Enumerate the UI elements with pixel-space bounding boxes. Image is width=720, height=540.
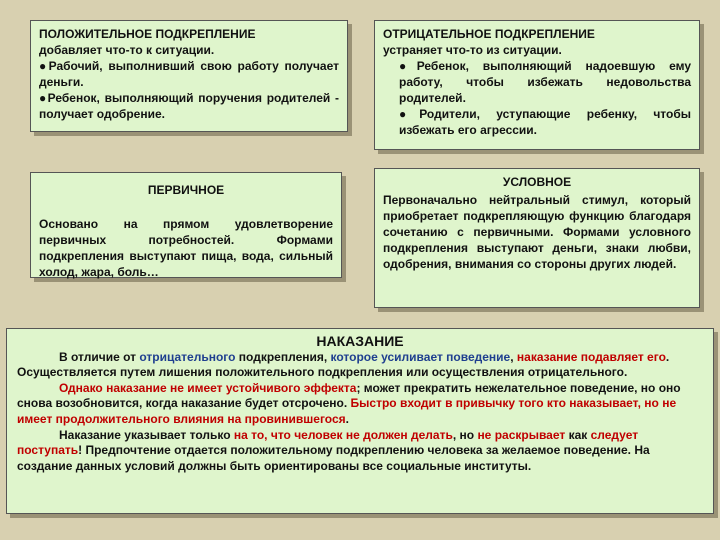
punishment-paragraph-2 (17, 381, 703, 428)
p3-should-act-term: следует поступать (17, 427, 639, 458)
p1-suppresses-term: наказание подавляет его (516, 349, 666, 364)
p1-text: подкрепления, (235, 349, 331, 364)
positive-example-2: ●Ребенок, выполняющий поручения родителей - получает одобрение. (39, 91, 339, 121)
positive-reinforcement-box (30, 20, 348, 132)
p2-text: ; может прекратить нежелательное поведение, но оно снова возобновится, когда наказание будет отсрочено. (17, 380, 681, 411)
negative-title: ОТРИЦАТЕЛЬНОЕ ПОДКРЕПЛЕНИЕ (383, 27, 595, 41)
punishment-box (6, 328, 714, 514)
p3-text: Наказание указывает только (59, 427, 234, 442)
p3-text: ! Предпочтение отдается положительному подкреплению человека за желаемое поведение. На создание данных условий должны быть ориентированы все социальные институты. (17, 443, 650, 473)
p3-text: , но (452, 427, 478, 442)
conditional-title: УСЛОВНОЕ (502, 175, 572, 189)
conditional-text: Первоначально нейтральный стимул, который приобретает подкрепляющую функцию благодаря сочетанию с первичными. Формами условного подкрепления выступают деньги, знаки любви, одобрения, внимания со стороны других людей. (383, 193, 691, 271)
primary-title: ПЕРВИЧНОЕ (147, 183, 225, 197)
p1-strengthens-term: которое усиливает поведение (330, 349, 511, 364)
positive-example-1: ●Рабочий, выполнивший свою работу получает деньги. (39, 59, 339, 89)
primary-reinforcement-box (30, 172, 342, 278)
p3-text: как (565, 427, 591, 442)
positive-title: ПОЛОЖИТЕЛЬНОЕ ПОДКРЕПЛЕНИЕ (39, 27, 256, 41)
punishment-title: НАКАЗАНИЕ (316, 333, 404, 349)
negative-definition: устраняет что-то из ситуации. (383, 43, 562, 57)
p3-should-not-term: на то, что человек не должен делать (233, 427, 453, 442)
p1-text: В отличие от (59, 349, 140, 364)
p2-text: . (345, 411, 350, 426)
p3-not-reveal-term: не раскрывает (477, 427, 566, 442)
positive-definition: добавляет что-то к ситуации. (39, 43, 215, 57)
negative-example-1: ●Ребенок, выполняющий надоевшую ему работу, чтобы избежать недовольства родителей. (399, 59, 691, 105)
primary-text: Основано на прямом удовлетворение первичных потребностей. Формами подкрепления выступают пища, вода, сильный холод, жара, боль… (39, 217, 333, 279)
p1-text: . Осуществляется путем лишения положительного подкрепления или осуществления отрицательного. (17, 349, 670, 380)
negative-reinforcement-box (374, 20, 700, 150)
p2-habit-term: Быстро входит в привычку того кто наказывает, но не имеет продолжительного влияния на провинившегося (17, 396, 677, 426)
p1-negative-term: отрицательного (139, 349, 236, 364)
conditional-reinforcement-box (374, 168, 700, 308)
p2-no-stable-effect: Однако наказание не имеет устойчивого эффекта (59, 380, 357, 395)
punishment-paragraph-1 (17, 350, 703, 381)
p1-text: , (510, 349, 517, 364)
punishment-paragraph-3 (17, 428, 703, 475)
negative-example-2: ●Родители, уступающие ребенку, чтобы избежать его агрессии. (399, 107, 691, 137)
